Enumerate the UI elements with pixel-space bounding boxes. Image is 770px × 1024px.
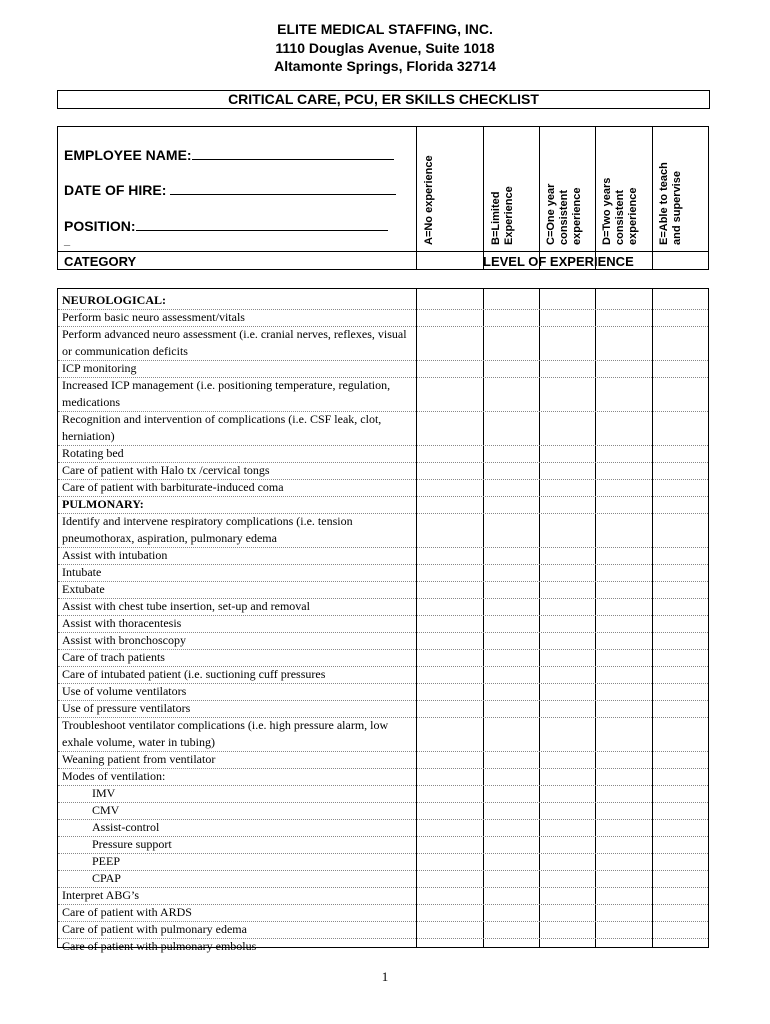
position-trail: _ — [64, 235, 71, 247]
divider — [483, 127, 484, 269]
skill-item: Modes of ventilation: — [62, 769, 166, 783]
row-separator — [58, 819, 708, 820]
skill-item: Perform basic neuro assessment/vitals — [62, 310, 245, 324]
row-separator — [58, 615, 708, 616]
skill-item: ICP monitoring — [62, 361, 137, 375]
skill-item: Identify and intervene respiratory complications (i.e. tension pneumothorax, aspiration, pulmonary edema — [62, 514, 353, 545]
skill-item: Care of patient with ARDS — [62, 905, 192, 919]
row-separator — [58, 700, 708, 701]
checklist-title: CRITICAL CARE, PCU, ER SKILLS CHECKLIST — [57, 90, 710, 109]
skill-item: Care of patient with Halo tx /cervical tongs — [62, 463, 270, 477]
date-of-hire-line[interactable] — [170, 194, 396, 195]
company-address-line2: Altamonte Springs, Florida 32714 — [274, 58, 496, 74]
skill-item: Weaning patient from ventilator — [62, 752, 216, 766]
section-heading: PULMONARY: — [62, 497, 144, 511]
skill-item: Pressure support — [92, 837, 172, 851]
level-e-header: E=Able to teach and supervise — [658, 162, 683, 245]
skills-list — [62, 289, 414, 955]
skill-item: Rotating bed — [62, 446, 124, 460]
row-separator — [58, 598, 708, 599]
row-separator — [58, 581, 708, 582]
row-separator — [58, 870, 708, 871]
row-separator — [58, 683, 708, 684]
skills-grid — [57, 288, 709, 953]
row-separator — [58, 547, 708, 548]
skill-item: Assist with bronchoscopy — [62, 633, 186, 647]
row-separator — [58, 632, 708, 633]
skill-item: Troubleshoot ventilator complications (i.e. high pressure alarm, low exhale volume, water in tubing) — [62, 718, 389, 749]
divider — [595, 127, 596, 269]
row-separator — [58, 904, 708, 905]
row-separator — [58, 462, 708, 463]
position-line[interactable] — [136, 230, 388, 231]
position-field[interactable] — [64, 218, 388, 234]
divider — [58, 251, 708, 252]
employee-name-label: EMPLOYEE NAME: — [64, 147, 192, 163]
divider — [416, 289, 417, 947]
level-a-header: A=No experience — [423, 155, 435, 245]
skill-item: Care of trach patients — [62, 650, 165, 664]
skill-item: Assist with intubation — [62, 548, 168, 562]
row-separator — [58, 326, 708, 327]
divider — [416, 127, 417, 269]
row-separator — [58, 479, 708, 480]
row-separator — [58, 751, 708, 752]
divider — [539, 127, 540, 269]
skill-item: Recognition and intervention of complications (i.e. CSF leak, clot, herniation) — [62, 412, 382, 443]
level-c-header: C=One year consistent experience — [545, 183, 583, 245]
skill-item: Assist-control — [92, 820, 160, 834]
skill-item: Extubate — [62, 582, 105, 596]
row-separator — [58, 938, 708, 939]
row-separator — [58, 496, 708, 497]
date-of-hire-field[interactable] — [64, 182, 396, 198]
divider — [652, 127, 653, 269]
level-b-header: B=Limited Experience — [490, 186, 515, 245]
row-separator — [58, 785, 708, 786]
row-separator — [58, 309, 708, 310]
row-separator — [58, 802, 708, 803]
skill-item: CPAP — [92, 871, 121, 885]
skill-item: Care of patient with pulmonary edema — [62, 922, 247, 936]
divider — [652, 289, 653, 947]
row-separator — [58, 445, 708, 446]
row-separator — [58, 717, 708, 718]
row-separator — [58, 411, 708, 412]
row-separator — [58, 513, 708, 514]
employee-name-field[interactable] — [64, 147, 394, 163]
skill-item: Increased ICP management (i.e. positioning temperature, regulation, medications — [62, 378, 391, 409]
divider — [595, 289, 596, 947]
level-of-experience-header: LEVEL OF EXPERIENCE — [483, 254, 634, 269]
skill-item: IMV — [92, 786, 116, 800]
section-heading: NEUROLOGICAL: — [62, 293, 167, 307]
row-separator — [58, 836, 708, 837]
employee-name-line[interactable] — [192, 159, 394, 160]
level-d-header: D=Two years consistent experience — [601, 177, 639, 245]
row-separator — [58, 377, 708, 378]
skill-item: Use of volume ventilators — [62, 684, 187, 698]
page-number: 1 — [381, 969, 389, 984]
skill-item: Intubate — [62, 565, 102, 579]
company-name: ELITE MEDICAL STAFFING, INC. — [277, 21, 493, 37]
row-separator — [58, 887, 708, 888]
row-separator — [58, 649, 708, 650]
row-separator — [58, 853, 708, 854]
skill-item: Care of patient with barbiturate-induced coma — [62, 480, 284, 494]
row-separator — [58, 768, 708, 769]
row-separator — [58, 564, 708, 565]
divider — [539, 289, 540, 947]
skill-item: PEEP — [92, 854, 121, 868]
skill-item: Interpret ABG’s — [62, 888, 139, 902]
divider — [483, 289, 484, 947]
skill-item: Care of intubated patient (i.e. suctioning cuff pressures — [62, 667, 326, 681]
company-address-line1: 1110 Douglas Avenue, Suite 1018 — [275, 40, 495, 56]
row-separator — [58, 921, 708, 922]
skill-item: CMV — [92, 803, 120, 817]
skill-item: Perform advanced neuro assessment (i.e. cranial nerves, reflexes, visual or communication deficits — [62, 327, 407, 358]
skill-item: Assist with chest tube insertion, set-up and removal — [62, 599, 310, 613]
employee-info-box — [57, 126, 709, 270]
skill-item: Care of patient with pulmonary embolus — [62, 939, 257, 953]
skill-item: Assist with thoracentesis — [62, 616, 182, 630]
position-label: POSITION: — [64, 218, 136, 234]
skill-item: Use of pressure ventilators — [62, 701, 191, 715]
row-separator — [58, 666, 708, 667]
category-header: CATEGORY — [64, 254, 137, 269]
row-separator — [58, 360, 708, 361]
date-of-hire-label: DATE OF HIRE: — [64, 182, 167, 198]
